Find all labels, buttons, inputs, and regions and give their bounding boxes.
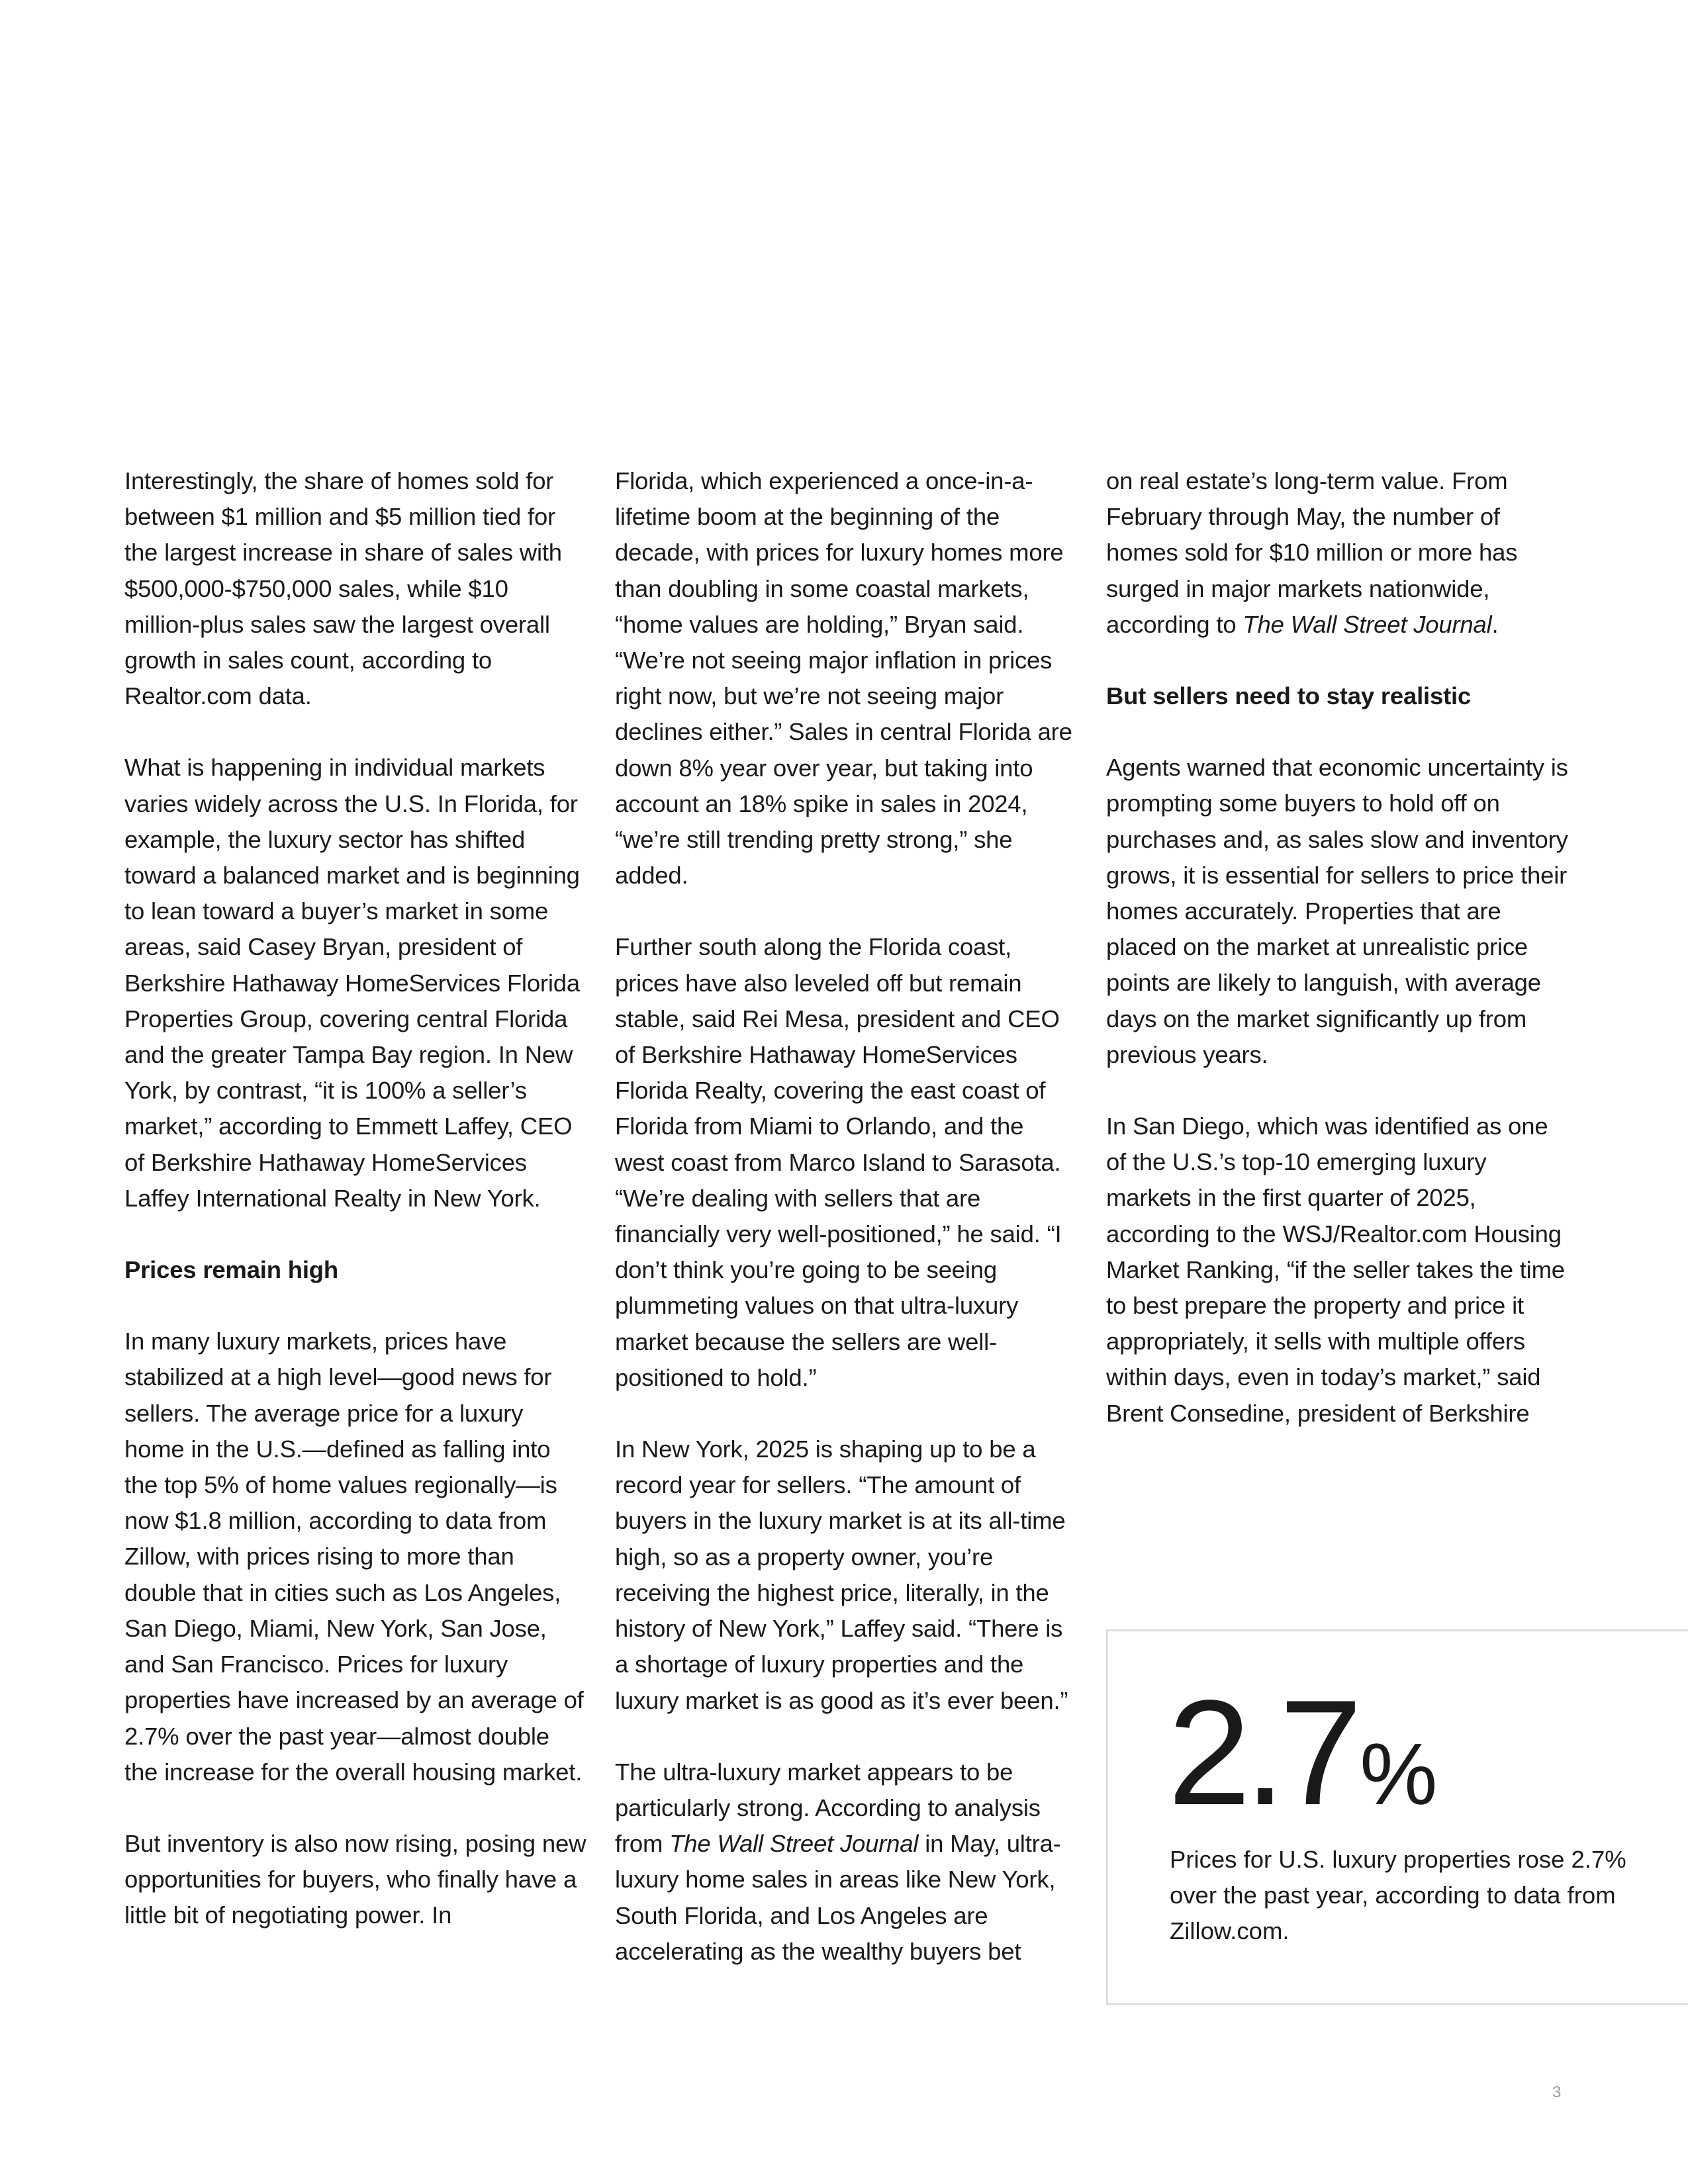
article-column-1: [124, 463, 588, 1970]
paragraph: Florida, which experienced a once-in-a-lifetime boom at the beginning of the decade, with prices for luxury homes more than doubling in some coastal markets, “home values are holding,” Bryan said. “We’re not seeing major inflation in prices right now, but we’re not seeing major declines either.” Sales in central Florida are down 8% year over year, but taking into account an 18% spike in sales in 2024, “we’re still trending pretty strong,” she added.: [615, 467, 1072, 889]
text-run: .: [1491, 610, 1499, 638]
stat-figure: [1168, 1668, 1438, 1836]
paragraph: [1106, 463, 1570, 643]
paragraph: But inventory is also now rising, posing new opportunities for buyers, who finally have a little bit of negotiating power. In: [124, 1829, 586, 1929]
stat-callout-box: [1106, 1629, 1688, 2005]
stat-unit: %: [1360, 1725, 1438, 1823]
stat-caption: Prices for U.S. luxury properties rose 2.7% over the past year, according to data from Zillow.com.: [1170, 1846, 1626, 1945]
text-run: The ultra-luxury market appears to be particularly strong. According to analysis from: [615, 1758, 1041, 1858]
stat-number: 2.7: [1168, 1668, 1356, 1836]
paragraph: In San Diego, which was identified as one of the U.S.’s top-10 emerging luxury markets in the first quarter of 2025, according to the WSJ/Realtor.com Housing Market Ranking, “if the seller takes the time to best prepare the property and price it appropriately, it sells with multiple offers within days, even in today’s market,” said Brent Consedine, president of Berkshire: [1106, 1113, 1565, 1427]
paragraph: What is happening in individual markets varies widely across the U.S. In Florida, for example, the luxury sector has shifted toward a balanced market and is beginning to lean toward a buyer’s market in some areas, said Casey Bryan, president of Berkshire Hathaway HomeServices Florida Properties Group, covering central Florida and the greater Tampa Bay region. In New York, by contrast, “it is 100% a seller’s market,” according to Emmett Laffey, CEO of Berkshire Hathaway HomeServices Laffey International Realty in New York.: [124, 754, 580, 1212]
article-column-2: [615, 463, 1078, 2005]
text-run: on real estate’s long-term value. From February through May, the number of homes sold for $10 million or more has surged in major markets nationwide, according to: [1106, 467, 1518, 638]
section-heading-sellers-realistic: But sellers need to stay realistic: [1106, 682, 1472, 710]
paragraph: [615, 1754, 1078, 1970]
paragraph: In New York, 2025 is shaping up to be a record year for sellers. “The amount of buyers in the luxury market is at its all-time high, so as a property owner, you’re receiving the highest price, literally, in the history of New York,” Laffey said. “There is a shortage of luxury properties and the luxury market is as good as it’s ever been.”: [615, 1435, 1068, 1714]
paragraph: In many luxury markets, prices have stabilized at a high level—good news for sellers. The average price for a luxury home in the U.S.—defined as falling into the top 5% of home values regionally—is now $1.8 million, according to data from Zillow, with prices rising to more than double that in cities such as Los Angeles, San Diego, Miami, New York, San Jose, and San Francisco. Prices for luxury properties have increased by an average of 2.7% over the past year—almost double the increase for the overall housing market.: [124, 1328, 584, 1786]
publication-title: The Wall Street Journal: [1243, 610, 1492, 638]
text-run: in May, ultra-luxury home sales in areas like New York, South Florida, and Los Angeles are accelerating as the wealthy buyers bet: [615, 1830, 1061, 1965]
paragraph: Further south along the Florida coast, prices have also leveled off but remain stable, said Rei Mesa, president and CEO of Berkshire Hathaway HomeServices Florida Realty, covering the east coast of Florida from Miami to Orlando, and the west coast from Marco Island to Sarasota. “We’re dealing with sellers that are financially very well-positioned,” he said. “I don’t think you’re going to be seeing plummeting values on that ultra-luxury market because the sellers are well-positioned to hold.”: [615, 933, 1062, 1391]
page-number: 3: [1552, 2083, 1562, 2101]
article-column-3: [1106, 463, 1570, 1467]
section-heading-prices-remain-high: Prices remain high: [124, 1256, 338, 1284]
paragraph: Agents warned that economic uncertainty is prompting some buyers to hold off on purchases and, as sales slow and inventory grows, it is essential for sellers to price their homes accurately. Properties that are placed on the market at unrealistic price points are likely to languish, with average days on the market significantly up from previous years.: [1106, 754, 1568, 1068]
publication-title: The Wall Street Journal: [669, 1830, 919, 1858]
paragraph: Interestingly, the share of homes sold for between $1 million and $5 million tied for the largest increase in share of sales with $500,000-$750,000 sales, while $10 million-plus sales saw the largest overall growth in sales count, according to Realtor.com data.: [124, 467, 562, 710]
